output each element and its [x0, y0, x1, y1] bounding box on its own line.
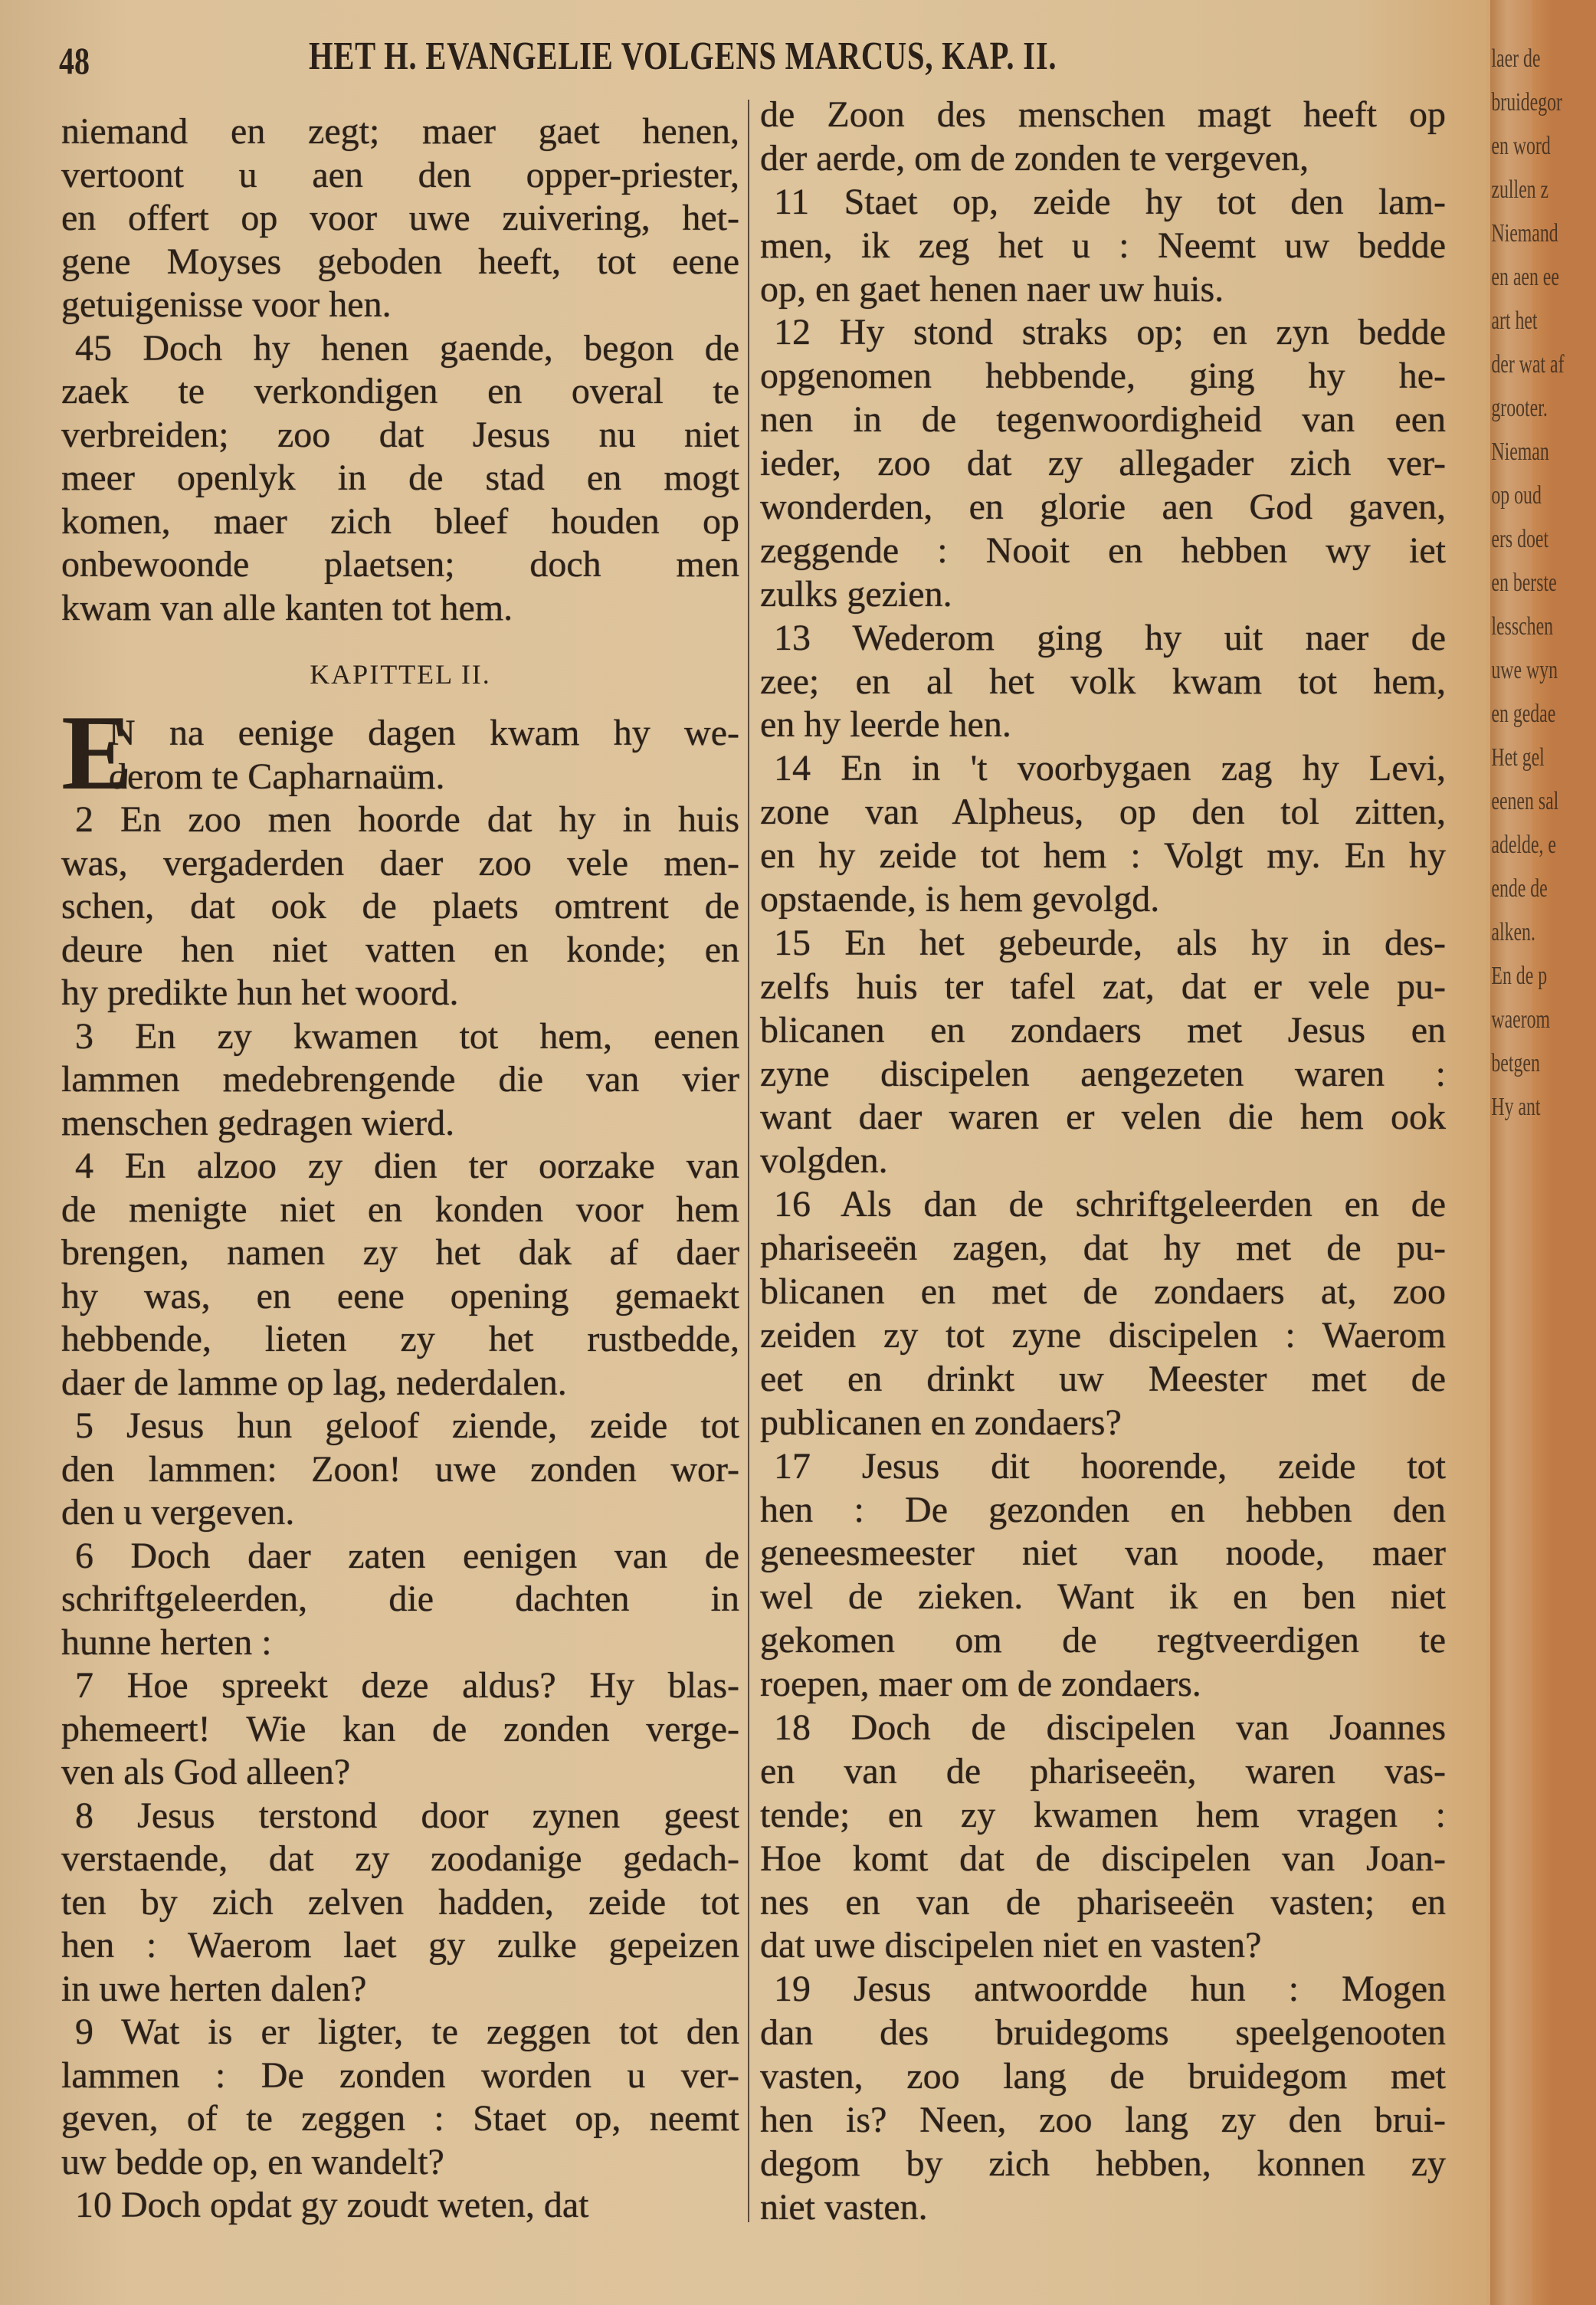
text-line: 8 Jesus terstond door zynen geest [75, 1795, 739, 1836]
next-page-fragment: ers doet [1491, 525, 1549, 553]
next-page-fragment: Hy ant [1491, 1093, 1541, 1121]
next-page-fragment: adelde, e [1491, 831, 1556, 859]
text-line: eet en drinkt uw Meester met de [760, 1358, 1446, 1399]
text-line: meer openlyk in de stad en mogt [61, 457, 739, 498]
text-line: zaek te verkondigen en overal te [61, 371, 739, 411]
text-line: phariseeën zagen, dat hy met de pu- [760, 1228, 1446, 1269]
next-page-fragment: betgen [1491, 1049, 1540, 1077]
text-line: opgenomen hebbende, ging hy he- [760, 356, 1446, 397]
text-line: 19 Jesus antwoordde hun : Mogen [774, 1969, 1446, 2010]
text-line: zelfs huis ter tafel zat, dat er vele pu- [760, 966, 1446, 1007]
left-column-bottom [61, 712, 739, 2228]
text-line: den u vergeven. [61, 1492, 295, 1533]
text-line: 17 Jesus dit hoorende, zeide tot [774, 1445, 1446, 1487]
text-line: kwam van alle kanten tot hem. [61, 587, 513, 628]
text-line: opstaende, is hem gevolgd. [760, 879, 1160, 920]
text-line: was, vergaderden daer zoo vele men- [61, 842, 739, 884]
text-line: want daer waren er velen die hem ook [760, 1097, 1446, 1138]
text-line: 16 Als dan de schriftgeleerden en de [774, 1184, 1446, 1225]
text-line: en van de phariseeën, waren vas- [760, 1750, 1446, 1792]
text-line: in uwe herten dalen? [61, 1968, 367, 2009]
text-line: de menigte niet en konden voor hem [61, 1189, 739, 1230]
text-line: komen, maer zich bleef houden op [61, 500, 739, 542]
text-line: niet vasten. [760, 2186, 928, 2228]
next-page-fragment: der wat af [1491, 350, 1565, 379]
next-page-fragment: ende de [1491, 874, 1548, 903]
text-line: getuigenisse voor hen. [61, 284, 392, 325]
text-line: schriftgeleerden, die dachten in [61, 1579, 739, 1619]
next-page-fragment: alken. [1491, 918, 1535, 946]
text-line: zone van Alpheus, op den tol zitten, [760, 792, 1446, 833]
text-line: Hoe komt dat de discipelen van Joan- [760, 1838, 1446, 1879]
text-line: ieder, zoo dat zy allegader zich ver- [760, 443, 1446, 484]
text-line: 11 Staet op, zeide hy tot den lam- [774, 181, 1446, 222]
text-line: dat uwe discipelen niet en vasten? [760, 1925, 1262, 1966]
text-line: lammen medebrengende die van vier [61, 1059, 739, 1100]
text-line: wel de zieken. Want ik en ben niet [760, 1576, 1446, 1618]
text-line: zee; en al het volk kwam tot hem, [760, 661, 1446, 702]
text-line: blicanen en met de zondaers at, zoo [760, 1271, 1446, 1313]
next-page-fragment: en word [1491, 132, 1551, 160]
text-line: N na eenige dagen kwam hy we- [109, 713, 739, 753]
text-line: publicanen en zondaers? [760, 1402, 1122, 1443]
text-line: en offert op voor uwe zuivering, het- [61, 198, 739, 238]
running-title: HET H. EVANGELIE VOLGENS MARCUS, KAP. II. [309, 34, 1057, 78]
text-line: men, ik zeg het u : Neemt uw bedde [760, 225, 1446, 266]
text-line: hebbende, lieten zy het rustbedde, [61, 1319, 739, 1359]
text-line: blicanen en zondaers met Jesus en [760, 1009, 1446, 1051]
text-line: geven, of te zeggen : Staet op, neemt [61, 2098, 739, 2139]
right-column [760, 93, 1446, 2230]
text-line: niemand en zegt; maer gaet henen, [61, 111, 739, 152]
next-page-fragment: en aen ee [1491, 263, 1559, 291]
text-line: 2 En zoo men hoorde dat hy in huis [75, 799, 739, 840]
text-line: zyne discipelen aengezeten waren : [760, 1053, 1446, 1094]
text-line: de Zoon des menschen magt heeft op [760, 94, 1446, 135]
next-page-fragment: En de p [1491, 962, 1548, 990]
text-line: zeggende : Nooit en hebben wy iet [760, 530, 1446, 571]
text-line: 4 En alzoo zy dien ter oorzake van [75, 1146, 739, 1186]
left-column-top [61, 110, 739, 630]
text-line: 9 Wat is er ligter, te zeggen tot den [75, 2012, 739, 2052]
text-line: gene Moyses geboden heeft, tot eene [61, 241, 739, 282]
next-page-fragment: laer de [1491, 44, 1541, 73]
text-line: nen in de tegenwoordigheid van een [760, 399, 1446, 441]
text-line: 3 En zy kwamen tot hem, eenen [75, 1015, 739, 1057]
text-line: vasten, zoo lang de bruidegom met [760, 2056, 1446, 2097]
text-line: roepen, maer om de zondaers. [760, 1664, 1201, 1705]
next-page-fragment: uwe wyn [1491, 656, 1558, 684]
text-line: dan des bruidegoms speelgenooten [760, 2012, 1446, 2054]
text-line: deure hen niet vatten en konde; en [61, 929, 739, 970]
text-line: 6 Doch daer zaten eenigen van de [75, 1535, 739, 1576]
text-line: gekomen om de regtveerdigen te [760, 1620, 1446, 1661]
text-line: 5 Jesus hun geloof ziende, zeide tot [75, 1405, 739, 1446]
text-line: en hy leerde hen. [760, 704, 1011, 746]
text-line: hy was, en eene opening gemaekt [61, 1275, 739, 1316]
text-line: ven als God alleen? [61, 1752, 351, 1792]
text-line: der aerde, om de zonden te vergeven, [760, 137, 1309, 179]
text-line: zulks gezien. [760, 573, 952, 615]
text-line: onbewoonde plaetsen; doch men [61, 544, 739, 585]
text-line: lammen : De zonden worden u ver- [61, 2054, 739, 2096]
next-page-fragment: Nieman [1491, 438, 1549, 466]
next-page-fragment: zullen z [1491, 175, 1549, 204]
next-page-fragment: Het gel [1491, 743, 1545, 772]
column-divider [748, 100, 749, 2222]
text-line: daer de lamme op lag, nederdalen. [61, 1362, 567, 1403]
next-page-fragment: art het [1491, 307, 1538, 335]
text-line: 15 En het gebeurde, als hy in des- [774, 922, 1446, 963]
next-page-fragment: waerom [1491, 1005, 1551, 1034]
next-page-fragment: Niemand [1491, 219, 1558, 248]
chapter-heading: KAPITTEL II. [310, 659, 491, 690]
text-line: 18 Doch de discipelen van Joannes [774, 1707, 1446, 1748]
text-line: geneesmeester niet van noode, maer [760, 1533, 1446, 1574]
next-page-fragment: en gedae [1491, 700, 1556, 728]
text-line: 14 En in 't voorbygaen zag hy Levi, [774, 748, 1446, 789]
page-number: 48 [59, 39, 90, 82]
next-page-fragment: op oud [1491, 481, 1542, 510]
text-line: 12 Hy stond straks op; en zyn bedde [774, 312, 1446, 353]
text-line: zeiden zy tot zyne discipelen : Waerom [760, 1314, 1446, 1356]
text-line: volgden. [760, 1140, 888, 1182]
text-line: wonderden, en glorie aen God gaven, [760, 487, 1446, 528]
next-page-fragment: bruidegor [1491, 88, 1562, 116]
text-line: derom te Capharnaüm. [109, 756, 445, 797]
text-line: 10 Doch opdat gy zoudt weten, dat [75, 2185, 589, 2225]
text-line: verbreiden; zoo dat Jesus nu niet [61, 414, 739, 455]
text-line: hen is? Neen, zoo lang zy den brui- [760, 2099, 1446, 2140]
text-line: schen, dat ook de plaets omtrent de [61, 886, 739, 926]
text-line: vertoont u aen den opper-priester, [61, 154, 739, 195]
text-line: 7 Hoe spreekt deze aldus? Hy blas- [75, 1665, 739, 1706]
text-line: hen : De gezonden en hebben den [760, 1489, 1446, 1530]
text-line: 13 Wederom ging hy uit naer de [774, 617, 1446, 658]
text-line: brengen, namen zy het dak af daer [61, 1232, 739, 1273]
text-line: menschen gedragen wierd. [61, 1102, 455, 1143]
next-page-edge [1490, 0, 1565, 2305]
text-line: hy predikte hun het woord. [61, 972, 459, 1013]
text-line: op, en gaet henen naer uw huis. [760, 268, 1224, 310]
text-line: hen : Waerom laet gy zulke gepeizen [61, 1925, 739, 1966]
text-line: 45 Doch hy henen gaende, begon de [75, 327, 739, 369]
text-line: nes en van de phariseeën vasten; en [760, 1881, 1446, 1923]
text-line: den lammen: Zoon! uwe zonden wor- [61, 1448, 739, 1490]
text-line: phemeert! Wie kan de zonden verge- [61, 1708, 739, 1749]
text-line: verstaende, dat zy zoodanige gedach- [61, 1838, 739, 1879]
drop-cap: E [61, 693, 133, 812]
text-line: ten by zich zelven hadden, zeide tot [61, 1881, 739, 1923]
text-line: tende; en zy kwamen hem vragen : [760, 1794, 1446, 1835]
text-line: uw bedde op, en wandelt? [61, 2141, 444, 2182]
next-page-fragment: lesschen [1491, 612, 1554, 641]
next-page-fragment: eenen sal [1491, 787, 1559, 815]
text-line: degom by zich hebben, konnen zy [760, 2143, 1446, 2184]
next-page-fragments [1490, 37, 1596, 1129]
text-line: hunne herten : [61, 1621, 272, 1663]
next-page-fragment: en berste [1491, 569, 1557, 597]
text-line: en hy zeide tot hem : Volgt my. En hy [760, 835, 1446, 877]
next-page-fragment: grooter. [1491, 394, 1548, 422]
